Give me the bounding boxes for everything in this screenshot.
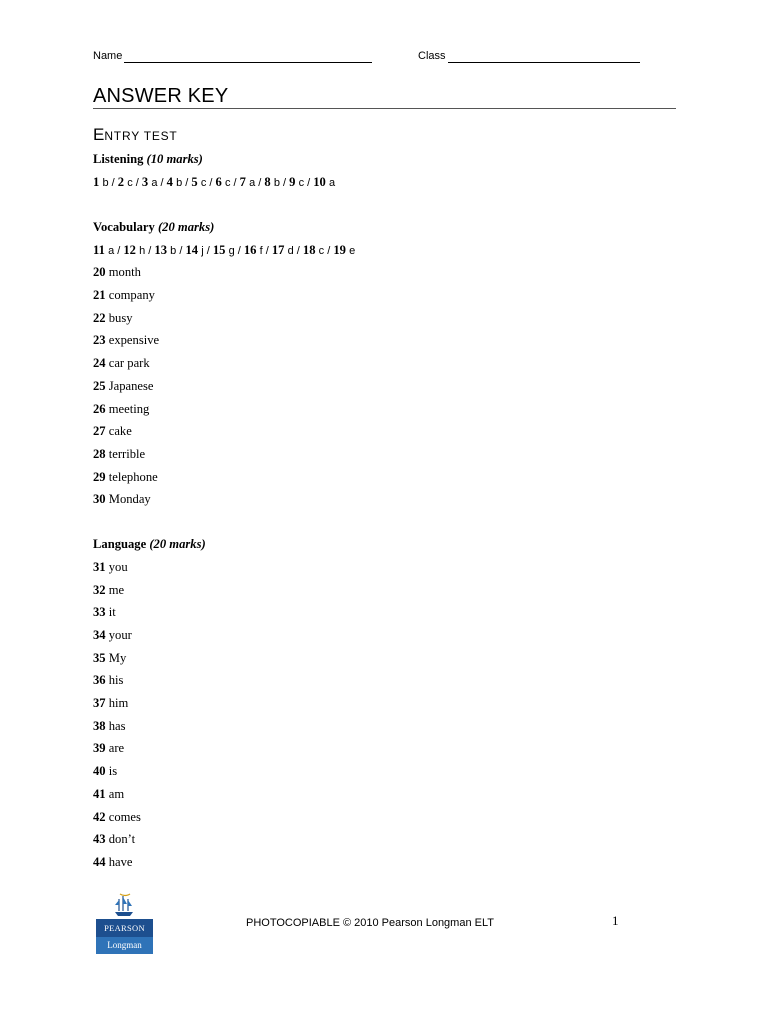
answer-separator: / — [114, 244, 124, 257]
answer-number: 33 — [93, 605, 106, 620]
answer-text: a — [151, 177, 158, 189]
answer-number: 11 — [93, 242, 105, 257]
answer-number: 1 — [93, 175, 100, 189]
listening-label: Listening — [93, 152, 144, 166]
answer-number: 19 — [333, 242, 346, 257]
page-number: 1 — [612, 913, 619, 928]
answer-number: 7 — [239, 175, 246, 189]
answer-text: is — [108, 764, 118, 779]
copyright-notice: PHOTOCOPIABLE © 2010 Pearson Longman ELT — [246, 917, 494, 929]
answer-text: Japanese — [108, 378, 154, 393]
answer-text: me — [108, 582, 125, 597]
answer-text: am — [108, 786, 125, 801]
logo-longman-text: Longman — [96, 937, 153, 954]
answer-row — [93, 648, 693, 671]
answer-row — [93, 738, 693, 761]
answer-number: 36 — [93, 673, 106, 688]
answer-separator: / — [279, 177, 290, 189]
answer-text: c — [127, 177, 133, 189]
answer-separator: / — [145, 244, 155, 257]
answer-number: 14 — [185, 242, 199, 257]
answer-number: 42 — [93, 809, 106, 824]
vocabulary-heading — [93, 217, 693, 240]
vocabulary-label: Vocabulary — [93, 219, 155, 234]
answer-text: c — [200, 177, 207, 189]
answer-text: g — [228, 244, 235, 257]
listening-answers — [93, 172, 693, 195]
answer-number: 35 — [93, 650, 106, 665]
listening-heading — [93, 149, 693, 172]
answer-text: cake — [108, 424, 132, 439]
answer-text: you — [108, 559, 128, 574]
vocabulary-marks: (20 marks) — [157, 219, 215, 234]
answer-separator: / — [206, 177, 216, 189]
answer-text: don’t — [108, 832, 136, 847]
answer-row — [93, 557, 693, 580]
test-title-rest: NTRY TEST — [104, 129, 178, 143]
answer-row — [93, 784, 693, 807]
answer-text: c — [298, 177, 305, 189]
answer-text: terrible — [108, 446, 146, 461]
test-title-initial: E — [93, 125, 105, 144]
pearson-longman-logo — [96, 893, 153, 955]
test-title — [93, 125, 178, 145]
language-heading — [93, 534, 693, 557]
answer-row — [93, 580, 693, 603]
answer-text: e — [349, 244, 356, 257]
answer-number: 3 — [141, 175, 149, 189]
answer-number: 8 — [264, 175, 271, 189]
answer-separator: / — [234, 244, 244, 257]
answer-text: his — [108, 673, 124, 688]
answer-row — [93, 489, 693, 512]
answer-text: has — [108, 718, 126, 733]
answer-text: j — [201, 244, 204, 257]
answer-text: c — [224, 177, 231, 189]
answer-text: My — [108, 650, 127, 665]
answer-row — [93, 625, 693, 648]
answer-text: him — [108, 696, 129, 711]
language-marks: (20 marks) — [149, 536, 206, 551]
answer-row — [93, 467, 693, 490]
answer-number: 10 — [313, 175, 326, 189]
answer-content — [93, 149, 693, 875]
answer-number: 40 — [93, 764, 106, 779]
answer-row — [93, 852, 693, 875]
answer-row — [93, 399, 693, 422]
answer-row — [93, 330, 693, 353]
answer-text: a — [249, 177, 256, 189]
class-label: Class — [418, 50, 446, 62]
answer-text: c — [318, 244, 325, 257]
answer-number: 4 — [166, 175, 173, 189]
answer-text: your — [108, 628, 132, 642]
language-label: Language — [93, 536, 147, 551]
answer-number: 13 — [154, 242, 167, 257]
answer-separator: / — [108, 177, 118, 189]
answer-number: 25 — [93, 378, 106, 393]
answer-number: 41 — [93, 786, 106, 801]
answer-number: 29 — [93, 469, 106, 484]
answer-separator: / — [182, 177, 192, 189]
language-answer-list — [93, 557, 693, 875]
ship-icon — [111, 893, 137, 919]
vocabulary-answer-list — [93, 262, 693, 512]
answer-separator: / — [293, 244, 303, 257]
answer-row — [93, 376, 693, 399]
listening-marks: (10 marks) — [146, 152, 203, 166]
name-label: Name — [93, 50, 123, 62]
answer-number: 44 — [93, 854, 106, 869]
answer-row — [93, 829, 693, 852]
answer-text: meeting — [108, 401, 150, 416]
answer-number: 28 — [93, 446, 106, 461]
answer-number: 16 — [243, 242, 257, 257]
answer-separator: / — [324, 244, 334, 257]
answer-number: 21 — [93, 288, 106, 303]
answer-text: car park — [108, 356, 150, 371]
answer-text: month — [108, 265, 141, 280]
answer-row — [93, 353, 693, 376]
answer-row — [93, 807, 693, 830]
vocabulary-inline-answers — [93, 240, 693, 263]
answer-text: it — [108, 605, 116, 620]
answer-number: 32 — [93, 582, 106, 597]
answer-text: telephone — [108, 469, 158, 484]
answer-number: 9 — [289, 175, 296, 189]
name-class-line — [93, 50, 653, 66]
answer-text: Monday — [108, 492, 151, 507]
answer-text: a — [108, 244, 115, 257]
answer-text: comes — [108, 809, 141, 824]
answer-number: 15 — [212, 242, 226, 257]
answer-text: a — [329, 177, 336, 189]
answer-row — [93, 602, 693, 625]
answer-separator: / — [230, 177, 240, 189]
answer-number: 31 — [93, 559, 106, 574]
answer-separator: / — [203, 244, 213, 257]
answer-row — [93, 716, 693, 739]
class-blank-line — [448, 62, 640, 63]
answer-text: are — [108, 741, 125, 756]
answer-number: 23 — [93, 333, 106, 348]
answer-number: 30 — [93, 492, 106, 507]
answer-text: d — [287, 244, 294, 257]
answer-number: 43 — [93, 832, 106, 847]
answer-row — [93, 444, 693, 467]
answer-number: 22 — [93, 310, 106, 325]
answer-separator: / — [132, 177, 142, 189]
answer-number: 6 — [215, 175, 222, 189]
answer-text: have — [108, 854, 133, 869]
answer-number: 17 — [271, 242, 285, 257]
answer-number: 18 — [302, 242, 316, 257]
name-blank-line — [124, 62, 372, 63]
answer-text: f — [259, 244, 263, 257]
answer-number: 2 — [117, 175, 125, 189]
answer-row — [93, 285, 693, 308]
answer-text: busy — [108, 310, 133, 325]
answer-text: b — [170, 244, 177, 257]
answer-number: 12 — [123, 242, 136, 257]
answer-number: 39 — [93, 741, 106, 756]
answer-text: company — [108, 288, 155, 303]
answer-text: expensive — [108, 333, 160, 348]
answer-row — [93, 262, 693, 285]
answer-separator: / — [262, 244, 272, 257]
answer-separator: / — [157, 177, 167, 189]
answer-number: 26 — [93, 401, 106, 416]
page-title: ANSWER KEY — [93, 85, 229, 107]
answer-number: 5 — [191, 175, 198, 189]
answer-text: b — [273, 177, 280, 189]
answer-number: 38 — [93, 718, 106, 733]
answer-text: b — [176, 177, 183, 189]
answer-row — [93, 693, 693, 716]
answer-text: h — [139, 244, 146, 257]
answer-separator: / — [255, 177, 265, 189]
answer-row — [93, 761, 693, 784]
answer-row — [93, 421, 693, 444]
answer-row — [93, 670, 693, 693]
answer-number: 37 — [93, 696, 106, 711]
answer-text: b — [102, 177, 109, 189]
title-divider — [93, 108, 676, 109]
answer-number: 24 — [93, 356, 106, 371]
answer-number: 34 — [93, 628, 106, 642]
answer-separator: / — [304, 177, 314, 189]
answer-number: 27 — [93, 424, 106, 439]
answer-number: 20 — [93, 265, 106, 280]
answer-row — [93, 308, 693, 331]
logo-pearson-text: PEARSON — [96, 919, 153, 937]
answer-separator: / — [176, 244, 186, 257]
